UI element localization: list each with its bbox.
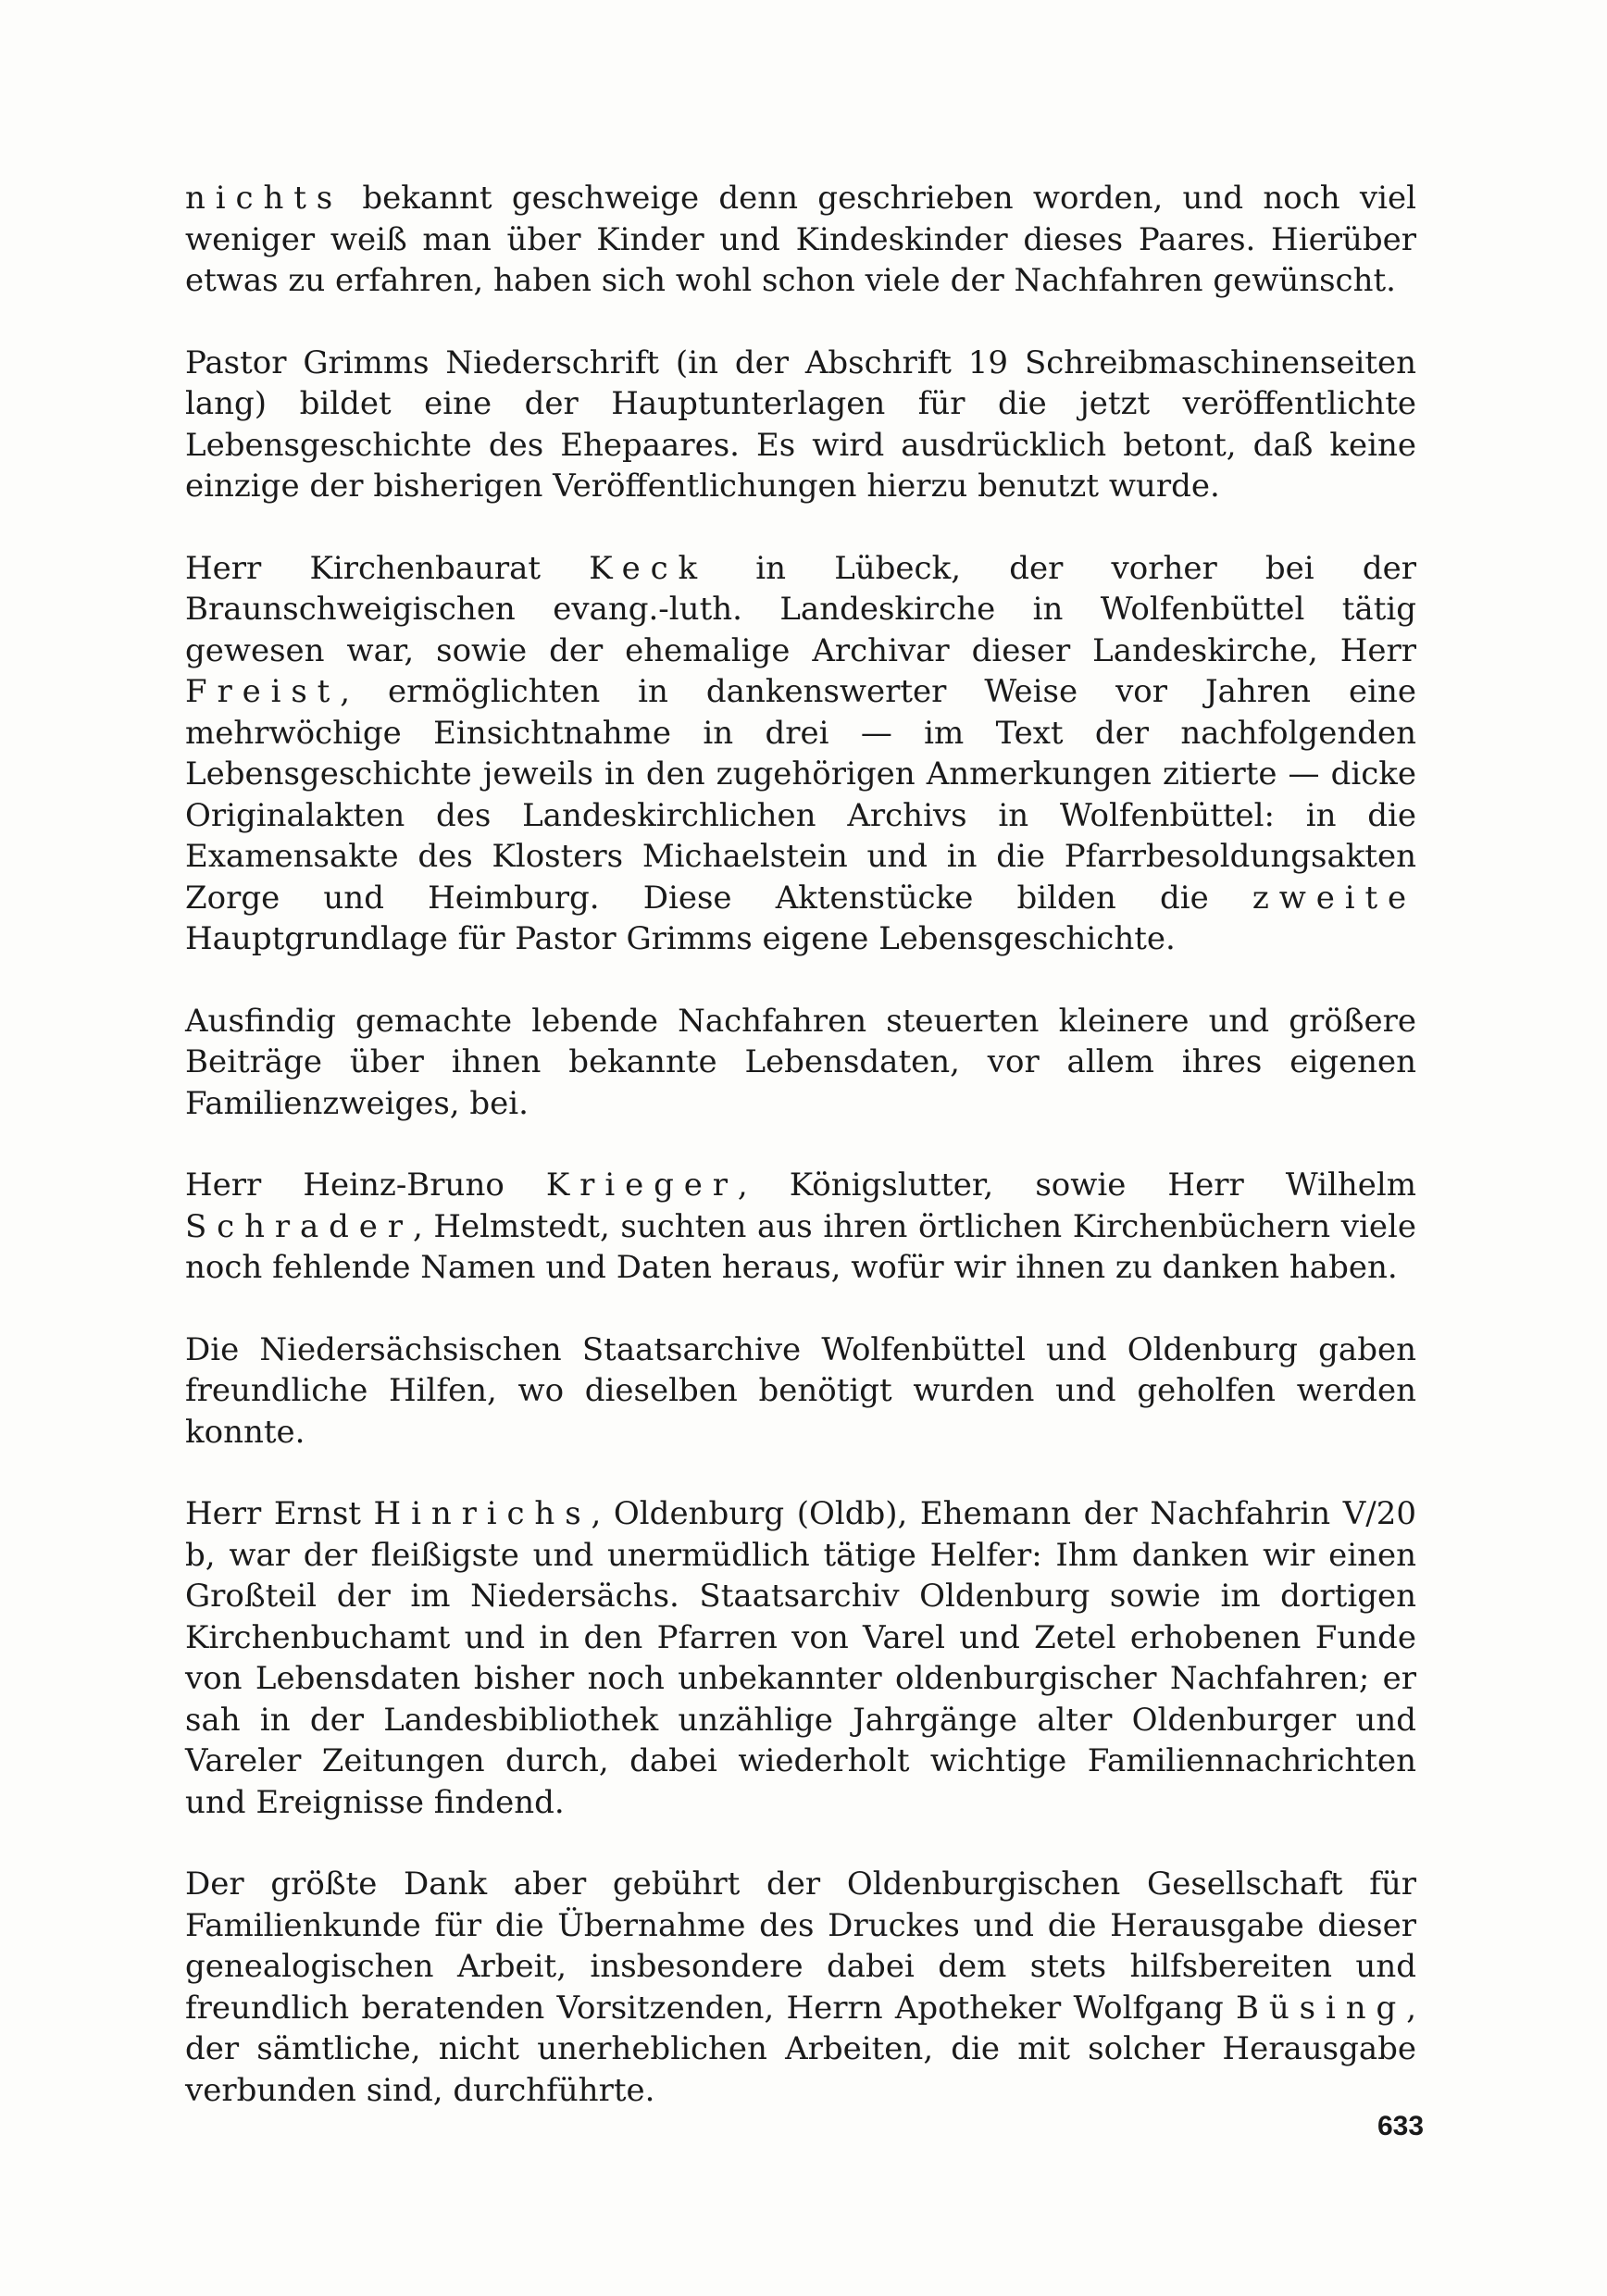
paragraph-text: Die Niedersächsischen Staatsarchive Wolfenbüttel und Oldenburg gaben freundliche Hilfen, wo dieselben benötigt wurden und geholfen werden konnte. — [185, 1330, 1416, 1451]
spaced-name: Hinrichs — [373, 1495, 592, 1532]
spaced-word: nichts — [185, 180, 343, 217]
paragraph-7 — [185, 1493, 1416, 1823]
paragraph-text: Ausfindig gemachte lebende Nachfahren steuerten kleinere und größere Beiträge über ihnen bekannte Lebensdaten, vor allem ihres eigenen Familienzweiges, bei. — [185, 1002, 1416, 1122]
spaced-name: Krieger — [545, 1167, 738, 1204]
paragraph-text: in Lübeck, der vorher bei der Braunschweigischen evang.-luth. Landeskirche in Wolfenbüttel tätig gewesen war, sowie der ehemalige Archivar dieser Landeskirche, Herr — [185, 549, 1417, 669]
spaced-name: Keck — [589, 549, 708, 587]
spaced-name: Freist — [185, 673, 341, 710]
paragraph-2 — [185, 343, 1416, 507]
paragraph-text: , ermöglichten in dankenswerter Weise vor Jahren eine mehrwöchige Einsichtnahme in drei — im Text der nachfolgenden Lebensgeschichte jeweils in den zugehörigen Anmerkungen zitierte — dicke Originalakten des Landeskirchlichen Archivs in Wolfenbüttel: in die Examensakte des Klosters Michaelstein und in die Pfarrbesoldungsakten Zorge und Heimburg. Diese Aktenstücke bilden die — [185, 673, 1416, 917]
paragraph-text: Herr Heinz-Bruno — [185, 1167, 546, 1204]
paragraph-text: , Oldenburg (Oldb), Ehemann der Nachfahrin V/20 b, war der fleißigste und unermüdlich tätige Helfer: Ihm danken wir einen Großteil der im Niedersächs. Staatsarchiv Oldenburg sowie im dortigen Kirchenbuchamt und in den Pfarren von Varel und Zetel erhobenen Funde von Lebensdaten bisher noch unbekannter oldenburgischer Nachfahren; er sah in der Landesbibliothek unzählige Jahrgänge alter Oldenburger und Vareler Zeitungen durch, dabei wiederholt wichtige Familiennachrichten und Ereignisse findend. — [185, 1495, 1416, 1821]
paragraph-1 — [185, 178, 1416, 302]
paragraph-5 — [185, 1165, 1416, 1289]
paragraph-text: , Königslutter, sowie Herr Wilhelm — [737, 1167, 1417, 1204]
paragraph-text: , der sämtliche, nicht unerheblichen Arbeiten, die mit solcher Herausgabe verbunden sind, durchführte. — [185, 1989, 1416, 2109]
spaced-word: zweite — [1252, 879, 1416, 917]
paragraph-text: Der größte Dank aber gebührt der Oldenburgischen Gesellschaft für Familienkunde für die Übernahme des Druckes und die Herausgabe dieser genealogischen Arbeit, insbesondere dabei dem stets hilfsbereiten und freundlich beratenden Vorsitzenden, Herrn Apotheker Wolfgang — [185, 1866, 1416, 2027]
spaced-name: Büsing — [1236, 1989, 1407, 2027]
paragraph-text: Herr Kirchenbaurat — [185, 549, 590, 587]
paragraph-4 — [185, 1001, 1416, 1125]
paragraph-6 — [185, 1329, 1416, 1454]
body-text — [185, 178, 1416, 2111]
paragraph-8 — [185, 1864, 1416, 2111]
paragraph-text: bekannt geschweige denn geschrieben worden, und noch viel weniger weiß man über Kinder und Kindeskinder dieses Paares. Hierüber etwas zu erfahren, haben sich wohl schon viele der Nachfahren gewünscht. — [185, 180, 1416, 299]
paragraph-text: Pastor Grimms Niederschrift (in der Abschrift 19 Schreibmaschinenseiten lang) bildet eine der Hauptunterlagen für die jetzt veröffentlichte Lebensgeschichte des Ehepaares. Es wird ausdrücklich betont, daß keine einzige der bisherigen Veröffentlichungen hierzu benutzt wurde. — [185, 343, 1416, 505]
paragraph-text: Herr Ernst — [185, 1495, 374, 1532]
spaced-name: Schrader — [185, 1207, 413, 1245]
paragraph-text: Hauptgrundlage für Pastor Grimms eigene Lebensgeschichte. — [185, 920, 1176, 957]
paragraph-3 — [185, 548, 1416, 960]
page-number: 633 — [1377, 2111, 1425, 2141]
paragraph-text: , Helmstedt, suchten aus ihren örtlichen Kirchenbüchern viele noch fehlende Namen und Daten heraus, wofür wir ihnen zu danken haben. — [185, 1207, 1416, 1286]
